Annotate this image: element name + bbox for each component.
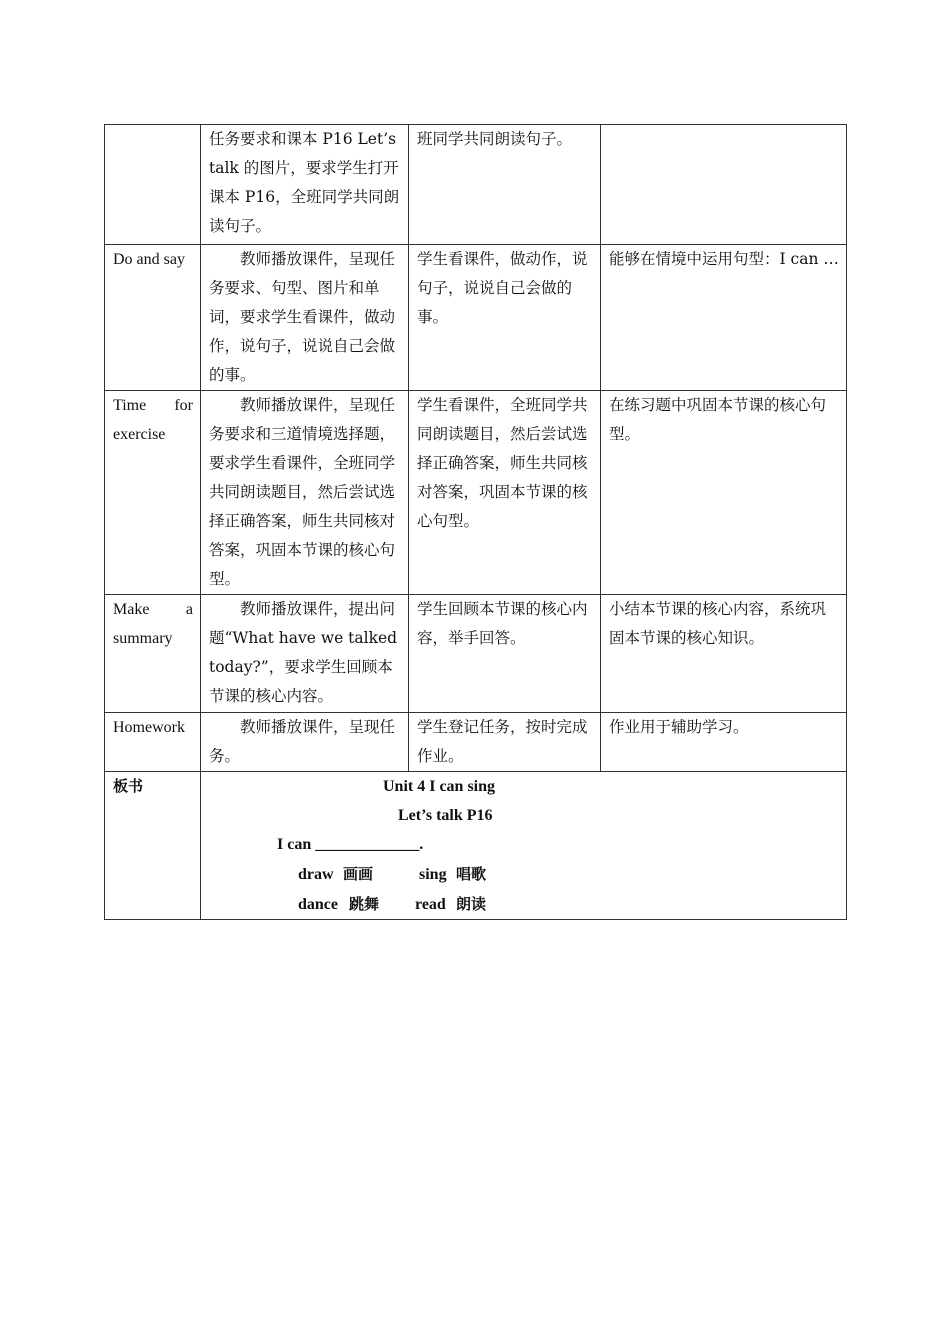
- lesson-plan-table: [104, 124, 847, 920]
- stage-cell: [105, 125, 201, 245]
- board-subtitle: Let’s talk P16: [398, 807, 493, 824]
- goal-cell: 在练习题中巩固本节课的核心句型。: [601, 391, 847, 595]
- student-activity-cell: 班同学共同朗读句子。: [409, 125, 601, 245]
- teacher-activity-cell: 教师播放课件，呈现任务。: [201, 713, 409, 772]
- board-word-dance: dance: [298, 896, 338, 913]
- blackboard-content: [201, 772, 847, 920]
- goal-cell: 小结本节课的核心内容，系统巩固本节课的核心知识。: [601, 595, 847, 713]
- board-sentence-pattern: I can _____________.: [277, 836, 424, 853]
- goal-cell: 作业用于辅助学习。: [601, 713, 847, 772]
- blackboard-row: [105, 772, 847, 920]
- stage-cell: Make a summary: [105, 595, 201, 713]
- goal-cell: [601, 125, 847, 245]
- table-row: [105, 125, 847, 245]
- table-row: [105, 595, 847, 713]
- student-activity-cell: 学生看课件，做动作，说句子，说说自己会做的事。: [409, 245, 601, 391]
- board-word-read-zh: 朗读: [456, 895, 487, 913]
- stage-cell: Do and say: [105, 245, 201, 391]
- teacher-activity-cell: 教师播放课件，呈现任务要求和三道情境选择题，要求学生看课件，全班同学共同朗读题目，然后尝试选择正确答案，师生共同核对答案，巩固本节课的核心句型。: [201, 391, 409, 595]
- teacher-activity-cell: 任务要求和课本 P16 Let’s talk 的图片，要求学生打开课本 P16，全班同学共同朗读句子。: [201, 125, 409, 245]
- board-word-dance-zh: 跳舞: [349, 895, 380, 913]
- board-word-read: read: [415, 896, 446, 913]
- goal-cell: 能够在情境中运用句型：I can …: [601, 245, 847, 391]
- stage-cell: Homework: [105, 713, 201, 772]
- board-word-draw: draw: [298, 866, 334, 883]
- board-word-draw-zh: 画画: [343, 865, 374, 883]
- board-title: Unit 4 I can sing: [383, 778, 496, 795]
- stage-cell: Time for exercise: [105, 391, 201, 595]
- teacher-activity-cell: 教师播放课件，呈现任务要求、句型、图片和单词，要求学生看课件，做动作，说句子，说说自己会做的事。: [201, 245, 409, 391]
- table-row: [105, 713, 847, 772]
- blackboard-label: 板书: [105, 772, 201, 920]
- table-row: [105, 391, 847, 595]
- student-activity-cell: 学生回顾本节课的核心内容，举手回答。: [409, 595, 601, 713]
- teacher-activity-cell: 教师播放课件，提出问题“What have we talked today?”，要求学生回顾本节课的核心内容。: [201, 595, 409, 713]
- blackboard-layout: [201, 772, 846, 918]
- student-activity-cell: 学生登记任务，按时完成作业。: [409, 713, 601, 772]
- board-word-sing-zh: 唱歌: [456, 865, 487, 883]
- table-row: [105, 245, 847, 391]
- board-word-sing: sing: [419, 866, 447, 883]
- student-activity-cell: 学生看课件，全班同学共同朗读题目，然后尝试选择正确答案，师生共同核对答案，巩固本节课的核心句型。: [409, 391, 601, 595]
